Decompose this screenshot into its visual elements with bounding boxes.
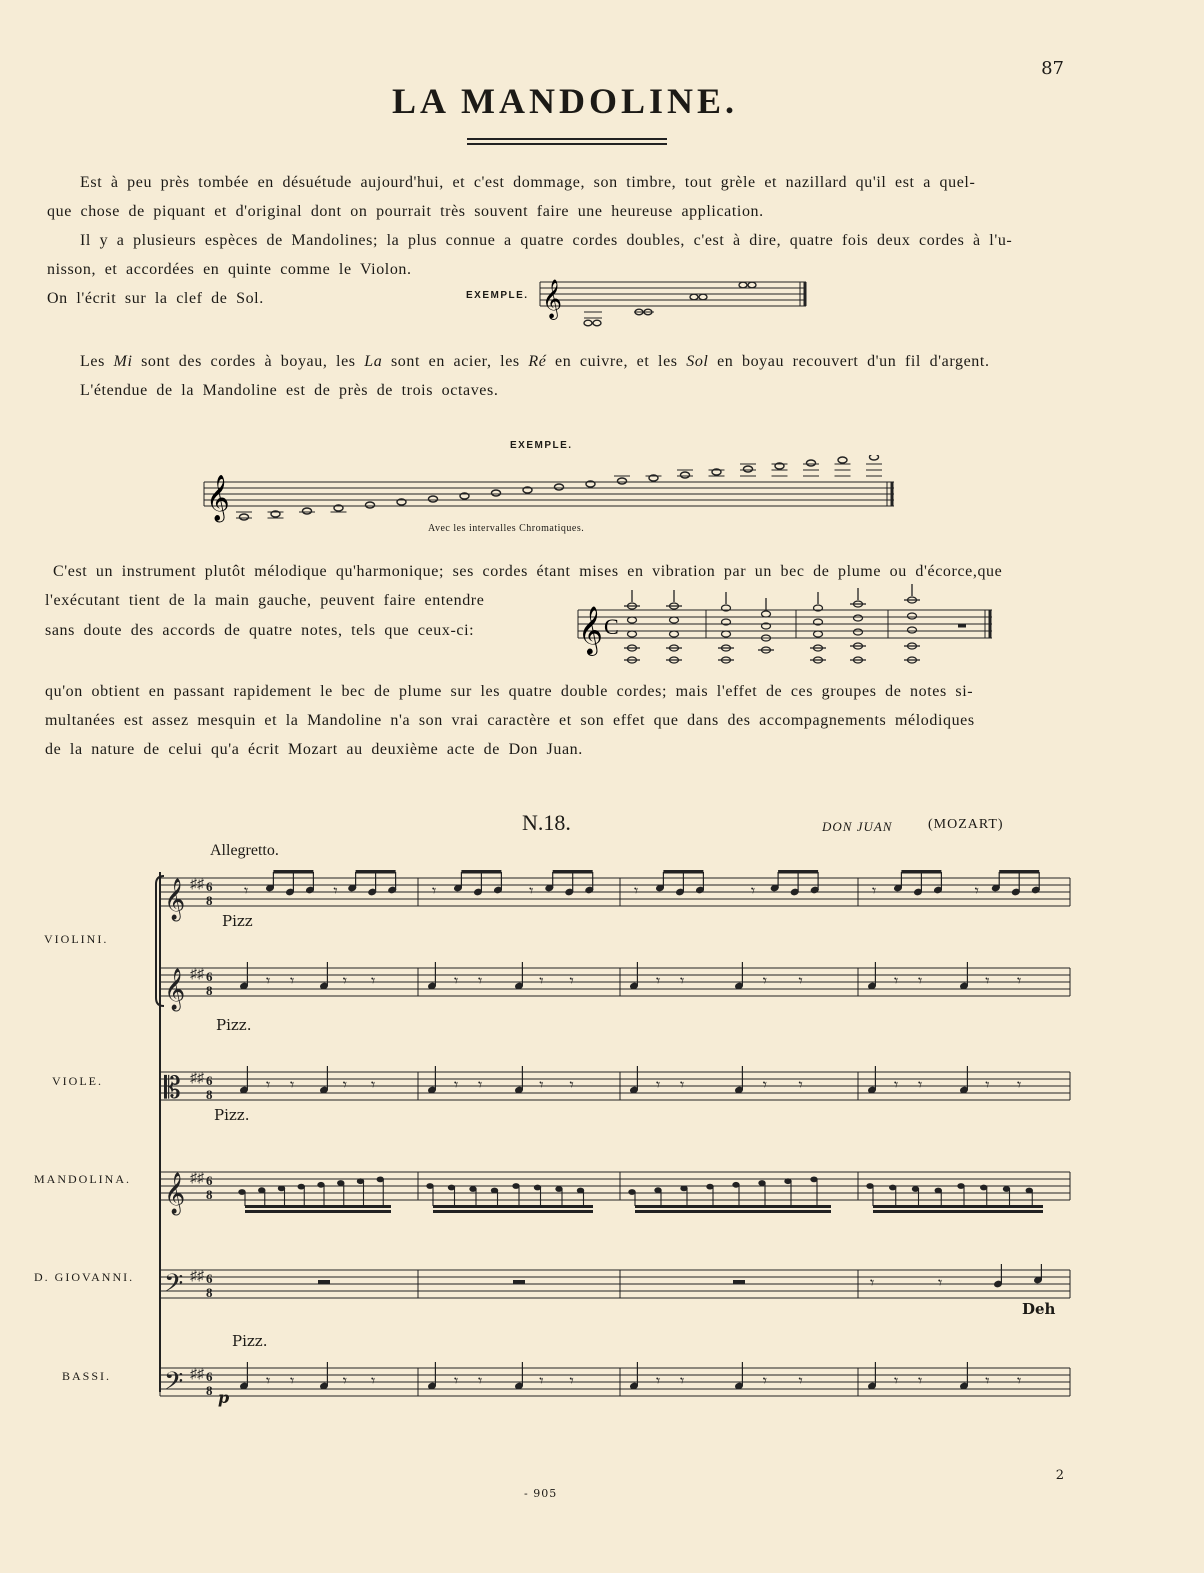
note-name-sol: Sol bbox=[686, 353, 709, 370]
rest: 𝄾 bbox=[539, 1373, 544, 1390]
rest: 𝄾 bbox=[454, 1077, 459, 1094]
text-run: Les bbox=[80, 353, 114, 370]
note-head bbox=[338, 1181, 344, 1186]
time-signature: 6 bbox=[206, 1271, 213, 1286]
note-head bbox=[470, 1187, 476, 1192]
note-head bbox=[935, 1188, 941, 1193]
chord-note bbox=[854, 629, 863, 635]
score-composer: (MOZART) bbox=[928, 817, 1004, 832]
rest: 𝄾 bbox=[569, 1077, 574, 1094]
scale-note bbox=[366, 502, 375, 508]
key-signature: ♯♯ bbox=[190, 1269, 204, 1284]
note-head bbox=[318, 1182, 324, 1187]
page-title: LA MANDOLINE. bbox=[391, 81, 739, 121]
chords-example-staff bbox=[574, 584, 1004, 666]
note-head bbox=[707, 1184, 713, 1189]
scale-note bbox=[744, 466, 753, 472]
rest: 𝄾 bbox=[918, 1077, 923, 1094]
rest: 𝄾 bbox=[1017, 1077, 1022, 1094]
note-head bbox=[811, 1177, 817, 1182]
rest: 𝄾 bbox=[371, 973, 376, 990]
staff-label-violini: VIOLINI. bbox=[44, 932, 109, 946]
svg-text:𝄞: 𝄞 bbox=[542, 281, 563, 318]
note-head bbox=[681, 1186, 687, 1191]
rest: 𝄾 bbox=[985, 973, 990, 990]
pizz-marking: Pizz. bbox=[214, 1106, 250, 1124]
dynamic-marking: p bbox=[218, 1388, 230, 1407]
scale-note bbox=[681, 472, 690, 478]
rest: 𝄾 bbox=[918, 973, 923, 990]
chord-note bbox=[814, 631, 823, 637]
note-head bbox=[427, 1184, 433, 1189]
scale-note bbox=[240, 514, 249, 520]
tempo-marking: Allegretto. bbox=[210, 842, 279, 859]
note-head bbox=[981, 1185, 987, 1190]
note-head bbox=[448, 1185, 454, 1190]
paragraph-line: qu'on obtient en passant rapidement le bec de plume sur les quatre double cordes; mais l'effet de ces groupes de notes si- bbox=[45, 683, 974, 700]
time-signature: 8 bbox=[206, 1087, 213, 1102]
paragraph-line: nisson, et accordées en quinte comme le Violon. bbox=[47, 261, 412, 278]
rest: 𝄾 bbox=[1017, 1373, 1022, 1390]
note-head bbox=[357, 1179, 363, 1184]
score-number: N.18. bbox=[522, 810, 571, 835]
rest: 𝄾 bbox=[569, 973, 574, 990]
note-head bbox=[534, 1185, 540, 1190]
rest: 𝄾 bbox=[371, 1077, 376, 1094]
clef: 𝄢 bbox=[164, 1368, 184, 1401]
chord-note bbox=[908, 627, 917, 633]
rest: 𝄾 bbox=[680, 1373, 685, 1390]
note-head bbox=[278, 1186, 284, 1191]
time-signature: 8 bbox=[206, 1383, 213, 1398]
clef: 𝄞 bbox=[164, 879, 186, 919]
rest: 𝄾 bbox=[290, 1077, 295, 1094]
rest: 𝄾 bbox=[798, 973, 803, 990]
note-head bbox=[513, 1184, 519, 1189]
scale-note bbox=[870, 455, 879, 460]
paragraph-line: C'est un instrument plutôt mélodique qu'harmonique; ses cordes étant mises en vibration par un bec de plume ou d'écorce,que bbox=[53, 563, 1003, 580]
rest: 𝄾 bbox=[1017, 973, 1022, 990]
rest: 𝄾 bbox=[894, 1077, 899, 1094]
key-signature: ♯♯ bbox=[190, 1071, 204, 1086]
pizz-marking: Pizz. bbox=[216, 1016, 252, 1034]
example-caption: Avec les intervalles Chromatiques. bbox=[428, 523, 585, 534]
rest: 𝄾 bbox=[266, 973, 271, 990]
pizz-marking: Pizz. bbox=[232, 1332, 268, 1350]
rest: 𝄾 bbox=[569, 1373, 574, 1390]
rest: 𝄾 bbox=[290, 1373, 295, 1390]
rest: 𝄾 bbox=[656, 973, 661, 990]
rest: 𝄾 bbox=[894, 1373, 899, 1390]
rest: 𝄾 bbox=[539, 1077, 544, 1094]
note-head bbox=[759, 1181, 765, 1186]
rest: 𝄾 bbox=[478, 973, 483, 990]
rest: 𝄾 bbox=[750, 883, 756, 900]
example-label: EXEMPLE. bbox=[466, 290, 529, 301]
chord-note bbox=[670, 631, 679, 637]
key-signature: ♯♯ bbox=[190, 877, 204, 892]
note-head bbox=[867, 1184, 873, 1189]
rest: 𝄾 bbox=[342, 973, 348, 990]
rest: 𝄾 bbox=[478, 1077, 483, 1094]
note-head bbox=[377, 1177, 383, 1182]
paragraph-line: de la nature de celui qu'a écrit Mozart au deuxième acte de Don Juan. bbox=[45, 741, 583, 758]
rest: 𝄾 bbox=[266, 1077, 271, 1094]
paragraph-line: l'exécutant tient de la main gauche, peuvent faire entendre bbox=[45, 592, 485, 609]
paragraph-line: Est à peu près tombée en désuétude aujourd'hui, et c'est dommage, son timbre, tout grèle et nazillard qu'il est a quel- bbox=[80, 174, 976, 191]
staff-label-giovanni: D. GIOVANNI. bbox=[34, 1270, 135, 1284]
note-head bbox=[629, 1190, 635, 1195]
clef: 𝄞 bbox=[164, 969, 186, 1009]
rest: 𝄾 bbox=[244, 883, 249, 900]
note-head bbox=[1003, 1187, 1009, 1192]
paragraph-line: sans doute des accords de quatre notes, tels que ceux-ci: bbox=[45, 622, 475, 639]
scale-note bbox=[303, 508, 312, 514]
chord-note bbox=[762, 611, 771, 617]
time-signature: 6 bbox=[206, 1073, 213, 1088]
scale-note bbox=[429, 496, 438, 502]
rest: 𝄾 bbox=[656, 1077, 661, 1094]
text-run: sont des cordes à boyau, les bbox=[132, 353, 365, 370]
key-signature: ♯♯ bbox=[190, 1367, 204, 1382]
lyric-text: Deh bbox=[1022, 1300, 1056, 1318]
time-signature: 6 bbox=[206, 969, 213, 984]
paragraph-line: On l'écrit sur la clef de Sol. bbox=[47, 290, 264, 307]
note-head bbox=[577, 1188, 583, 1193]
chord-note bbox=[670, 617, 679, 623]
paragraph-line: Il y a plusieurs espèces de Mandolines; la plus connue a quatre cordes doubles, c'est à dire, quatre fois deux cordes à l'u- bbox=[80, 232, 1013, 249]
rest: 𝄾 bbox=[266, 1373, 271, 1390]
staff-label-bassi: BASSI. bbox=[62, 1369, 112, 1383]
note-head bbox=[733, 1182, 739, 1187]
key-signature: ♯♯ bbox=[190, 967, 204, 982]
staff-label-viole: VIOLE. bbox=[52, 1074, 103, 1088]
plate-number: - 905 bbox=[524, 1487, 558, 1500]
note-head bbox=[890, 1185, 896, 1190]
rest: 𝄾 bbox=[454, 1373, 459, 1390]
rest: 𝄾 bbox=[539, 973, 544, 990]
note-head bbox=[556, 1187, 562, 1192]
scale-note bbox=[807, 460, 816, 466]
note-name-re: Ré bbox=[528, 353, 547, 370]
rest: 𝄾 bbox=[529, 883, 534, 900]
rest: 𝄾 bbox=[333, 883, 338, 900]
rest: 𝄾 bbox=[894, 973, 899, 990]
chord-note bbox=[628, 631, 637, 637]
scale-note bbox=[618, 478, 627, 484]
time-signature: 8 bbox=[206, 1285, 213, 1300]
staff-label-mandolina: MANDOLINA. bbox=[34, 1172, 131, 1186]
note-name-la: La bbox=[364, 353, 383, 370]
range-example-staff bbox=[200, 455, 900, 527]
note-head bbox=[259, 1188, 265, 1193]
title-rule bbox=[467, 143, 667, 145]
rest: 𝄾 bbox=[872, 883, 877, 900]
orchestral-score bbox=[150, 862, 1080, 1412]
text-run: en boyau recouvert d'un fil d'argent. bbox=[708, 353, 990, 370]
time-signature: 6 bbox=[206, 879, 213, 894]
rest: 𝄾 bbox=[762, 1373, 768, 1390]
svg-text:C: C bbox=[604, 614, 619, 639]
example-label: EXEMPLE. bbox=[510, 440, 573, 451]
rest: 𝄾 bbox=[680, 973, 685, 990]
tuning-example-staff bbox=[536, 272, 816, 334]
rest: 𝄾 bbox=[938, 1275, 943, 1292]
pizz-marking: Pizz bbox=[222, 912, 253, 930]
page-number: 87 bbox=[1041, 58, 1064, 79]
rest: 𝄾 bbox=[634, 883, 639, 900]
chord-note bbox=[628, 617, 637, 623]
scale-note bbox=[492, 490, 501, 496]
title-rule bbox=[467, 138, 667, 140]
rest: 𝄾 bbox=[342, 1373, 348, 1390]
text-run: en cuivre, et les bbox=[546, 353, 687, 370]
clef: 𝄢 bbox=[164, 1270, 184, 1303]
paragraph-line: L'étendue de la Mandoline est de près de trois octaves. bbox=[80, 382, 499, 399]
rest: 𝄾 bbox=[798, 1077, 803, 1094]
note-head bbox=[655, 1188, 661, 1193]
rest: 𝄾 bbox=[290, 973, 295, 990]
rest: 𝄾 bbox=[918, 1373, 923, 1390]
chord-note bbox=[722, 631, 731, 637]
paragraph-line: que chose de piquant et d'original dont on pourrait très souvent faire une heureuse application. bbox=[47, 203, 764, 220]
rest: 𝄾 bbox=[762, 973, 768, 990]
clef: 𝄡 bbox=[164, 1072, 181, 1105]
note-head bbox=[491, 1188, 497, 1193]
note-name-mi: Mi bbox=[113, 353, 133, 370]
time-signature: 6 bbox=[206, 1173, 213, 1188]
rest: 𝄾 bbox=[656, 1373, 661, 1390]
note-head bbox=[1026, 1188, 1032, 1193]
time-signature: 8 bbox=[206, 1187, 213, 1202]
note-head bbox=[785, 1179, 791, 1184]
text-run: sont en acier, les bbox=[382, 353, 529, 370]
svg-text:𝄞: 𝄞 bbox=[578, 608, 603, 654]
clef: 𝄞 bbox=[164, 1173, 186, 1213]
rest: 𝄾 bbox=[680, 1077, 685, 1094]
rest: 𝄾 bbox=[371, 1373, 376, 1390]
scale-note bbox=[555, 484, 564, 490]
rest: 𝄾 bbox=[985, 1373, 990, 1390]
note-head bbox=[298, 1184, 304, 1189]
paragraph-line bbox=[80, 353, 990, 371]
rest: 𝄾 bbox=[762, 1077, 768, 1094]
chord-note bbox=[908, 613, 917, 619]
rest: 𝄾 bbox=[432, 883, 437, 900]
rest: 𝄾 bbox=[985, 1077, 990, 1094]
note-head bbox=[912, 1187, 918, 1192]
chord-note bbox=[854, 615, 863, 621]
rest: 𝄾 bbox=[478, 1373, 483, 1390]
note-head bbox=[958, 1184, 964, 1189]
paragraph-line: multanées est assez mesquin et la Mandoline n'a son vrai caractère et son effet que dans des accompagnements mélodiques bbox=[45, 712, 975, 729]
scale-note bbox=[838, 457, 847, 463]
note-head bbox=[239, 1190, 245, 1195]
time-signature: 8 bbox=[206, 893, 213, 908]
rest: 𝄾 bbox=[342, 1077, 348, 1094]
time-signature: 8 bbox=[206, 983, 213, 998]
key-signature: ♯♯ bbox=[190, 1171, 204, 1186]
rest: 𝄾 bbox=[454, 973, 459, 990]
score-work-title: DON JUAN bbox=[822, 819, 893, 834]
rest: 𝄾 bbox=[798, 1373, 803, 1390]
signature-mark: 2 bbox=[1055, 1468, 1064, 1483]
svg-text:𝄞: 𝄞 bbox=[206, 475, 230, 520]
time-signature: 6 bbox=[206, 1369, 213, 1384]
rest: 𝄾 bbox=[870, 1275, 875, 1292]
rest: 𝄾 bbox=[974, 883, 979, 900]
